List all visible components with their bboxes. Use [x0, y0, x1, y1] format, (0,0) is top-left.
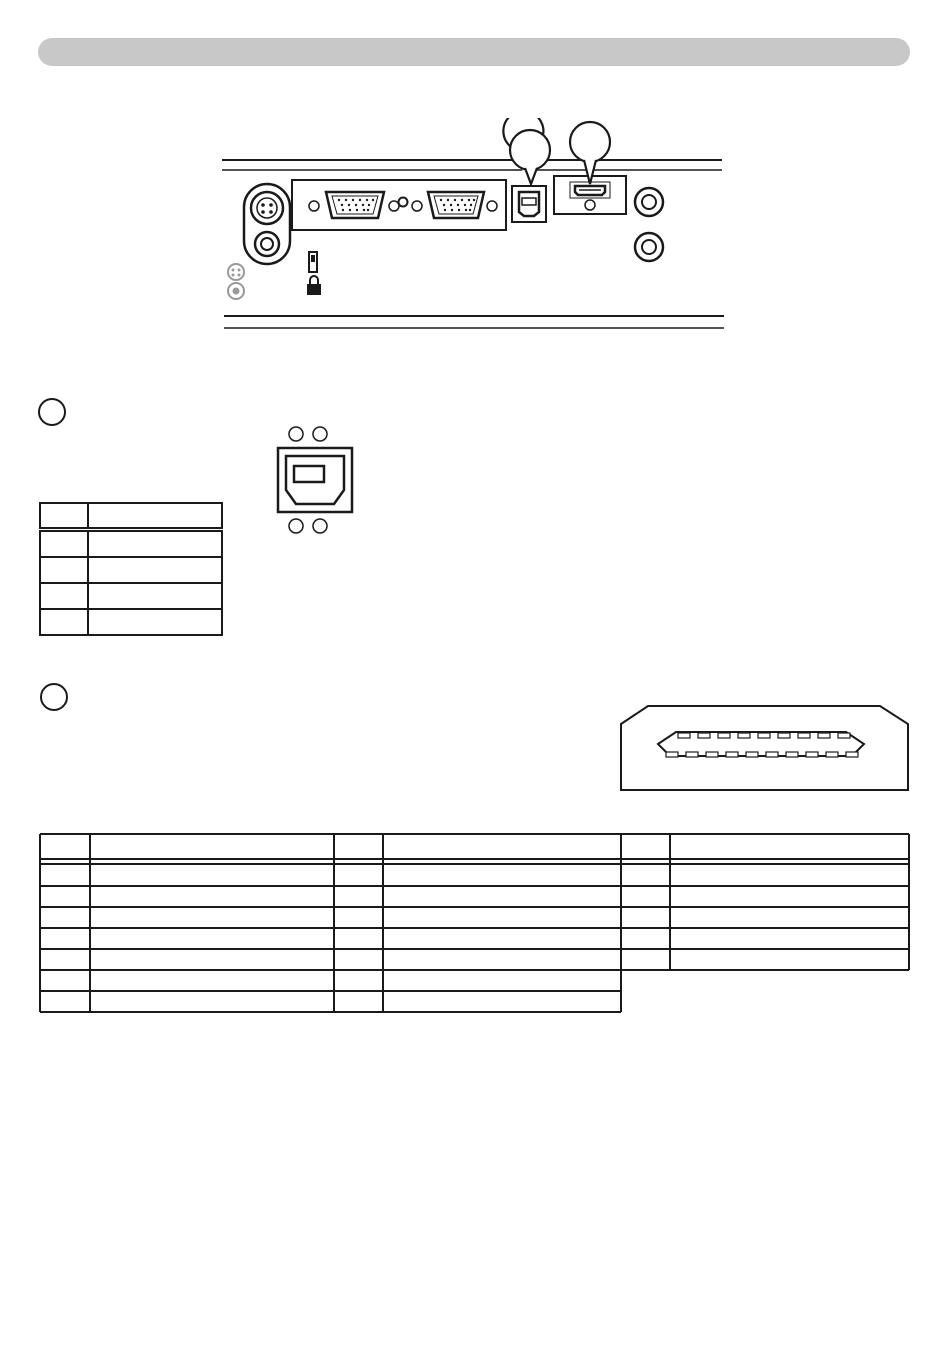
hdmi-pin [706, 752, 718, 757]
hdmi-pin-diagram [618, 702, 912, 796]
usb-callout-marker [503, 118, 550, 184]
hdmi-pin [818, 733, 830, 738]
table-header-row [40, 503, 222, 530]
hdmi-pin [798, 733, 810, 738]
hdmi-pin [726, 752, 738, 757]
s-video-icon [228, 264, 244, 280]
lock-icon [307, 276, 321, 295]
hdmi-pin [826, 752, 838, 757]
toggle-switch-icon [309, 252, 317, 272]
table-row [40, 530, 222, 558]
usb-type-b-port [512, 186, 546, 222]
rear-panel-illustration [218, 118, 730, 338]
hdmi-pin [806, 752, 818, 757]
hdmi-pin [738, 733, 750, 738]
usb-pin-table [39, 502, 223, 636]
audio-jack-1 [635, 188, 663, 216]
hdmi-pin [838, 733, 850, 738]
video-icon [228, 283, 244, 299]
hdmi-pin [746, 752, 758, 757]
section-usb-marker [38, 398, 66, 426]
usb-b-pin-diagram [276, 424, 356, 536]
table-cell [88, 609, 222, 635]
table-cell [40, 583, 88, 609]
table-cell [88, 583, 222, 609]
table-row [40, 557, 222, 583]
table-cell [88, 530, 222, 558]
hdmi-pin [846, 752, 858, 757]
table-cell [40, 609, 88, 635]
table-row [40, 609, 222, 635]
hdmi-pin [718, 733, 730, 738]
table-cell [88, 503, 222, 530]
hdmi-pins-top [678, 733, 850, 738]
hdmi-pin [686, 752, 698, 757]
hdmi-pin [766, 752, 778, 757]
hdmi-pin [786, 752, 798, 757]
table-row [40, 583, 222, 609]
header-bar [38, 38, 910, 66]
hdmi-callout-marker [570, 122, 610, 184]
table-cell [40, 530, 88, 558]
table-cell [88, 557, 222, 583]
audio-jack-2 [635, 233, 663, 261]
hdmi-pin-table [39, 833, 911, 1015]
hdmi-pin [758, 733, 770, 738]
hdmi-pin [698, 733, 710, 738]
section-hdmi-marker [40, 683, 68, 711]
table-cell [40, 557, 88, 583]
hdmi-pin [666, 752, 678, 757]
hdmi-pin [678, 733, 690, 738]
hdmi-pin [778, 733, 790, 738]
table-cell [40, 503, 88, 530]
s-video-connector [244, 184, 290, 264]
